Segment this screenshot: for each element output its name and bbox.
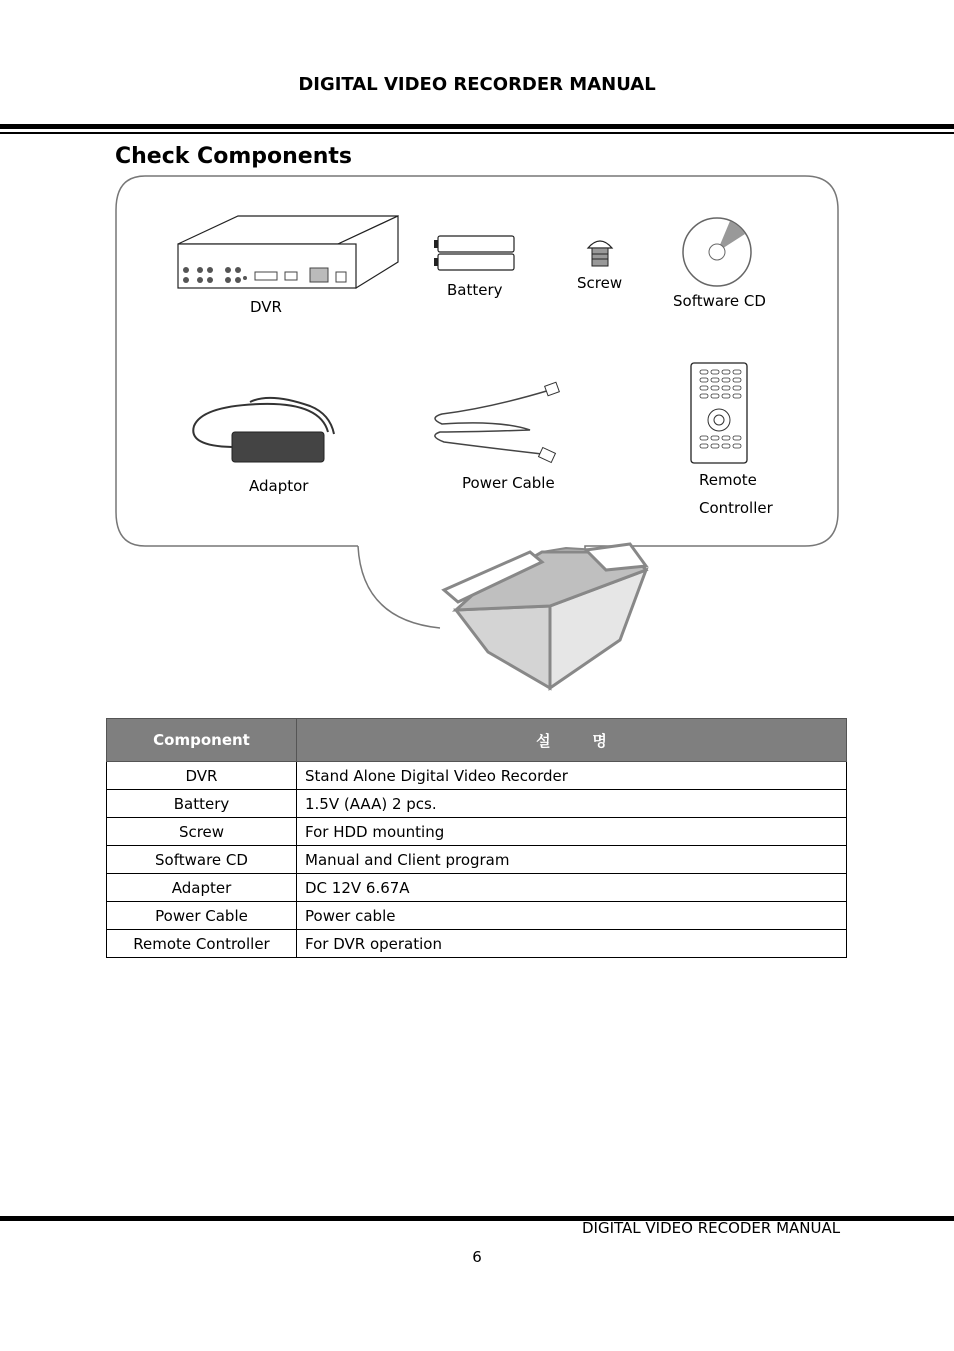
table-row: [107, 874, 847, 902]
label-dvr: DVR: [250, 298, 282, 316]
table-row: [107, 846, 847, 874]
label-software-cd: Software CD: [673, 292, 766, 310]
table-row: [107, 930, 847, 958]
battery-icon: [434, 236, 514, 270]
table-row: [107, 818, 847, 846]
adaptor-icon: [193, 398, 334, 462]
open-box-icon: [444, 544, 646, 688]
table-header-row: [107, 719, 847, 762]
cell-component: Power Cable: [107, 902, 297, 930]
label-screw: Screw: [577, 274, 623, 292]
cell-description: DC 12V 6.67A: [297, 874, 847, 902]
screw-icon: [588, 241, 612, 266]
label-adaptor: Adaptor: [249, 477, 309, 495]
cell-description: For DVR operation: [297, 930, 847, 958]
label-battery: Battery: [447, 281, 503, 299]
cell-component: Screw: [107, 818, 297, 846]
components-illustration: [110, 170, 850, 700]
cd-icon: [683, 218, 751, 286]
table-row: [107, 790, 847, 818]
column-header-component: Component: [107, 719, 297, 762]
dvr-icon: [178, 216, 398, 288]
label-power-cable: Power Cable: [462, 474, 555, 492]
cell-description: Stand Alone Digital Video Recorder: [297, 762, 847, 790]
table-row: [107, 902, 847, 930]
cell-description: Power cable: [297, 902, 847, 930]
column-header-description: 설 명: [297, 719, 847, 762]
cell-description: For HDD mounting: [297, 818, 847, 846]
cell-component: Adapter: [107, 874, 297, 902]
cell-component: Software CD: [107, 846, 297, 874]
power-cable-icon: [435, 382, 559, 462]
header-rule-thin: [0, 132, 954, 134]
remote-icon: [691, 363, 747, 463]
header-title: DIGITAL VIDEO RECORDER MANUAL: [298, 74, 656, 95]
label-remote-line2: Controller: [699, 499, 773, 517]
cell-description: 1.5V (AAA) 2 pcs.: [297, 790, 847, 818]
section-title: Check Components: [115, 144, 352, 169]
table-row: [107, 762, 847, 790]
footer-title: DIGITAL VIDEO RECODER MANUAL: [582, 1219, 841, 1237]
cell-component: DVR: [107, 762, 297, 790]
cell-component: Remote Controller: [107, 930, 297, 958]
header-rule-thick: [0, 124, 954, 129]
cell-description: Manual and Client program: [297, 846, 847, 874]
components-table: [106, 718, 847, 958]
cell-component: Battery: [107, 790, 297, 818]
page-number: 6: [472, 1248, 482, 1266]
label-remote-line1: Remote: [699, 471, 757, 489]
